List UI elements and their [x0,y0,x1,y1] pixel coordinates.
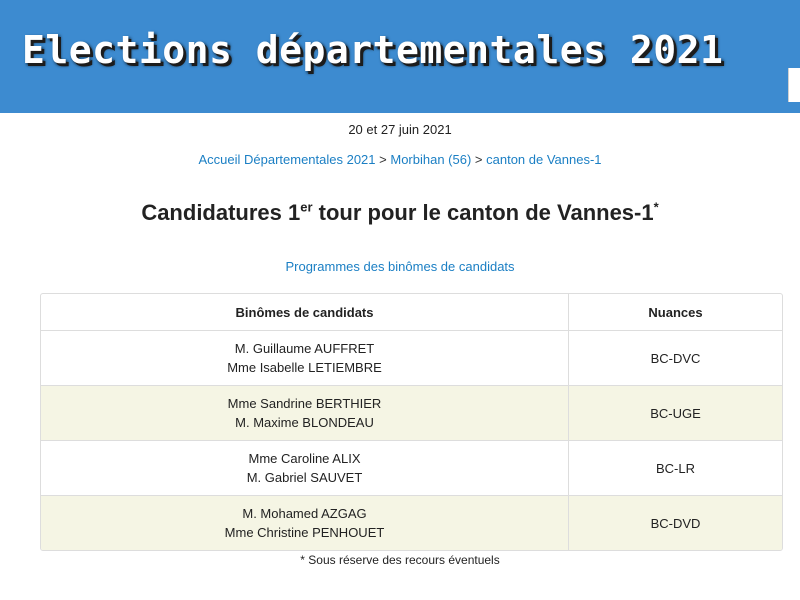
table-header-row [41,294,782,330]
table-row [41,495,782,550]
nuance-cell: BC-DVC [650,350,701,366]
nuance-cell: BC-LR [655,460,695,476]
candidate-name: Mme Isabelle LETIEMBRE [227,360,382,375]
candidate-name: M. Maxime BLONDEAU [235,415,374,430]
footnote: * Sous réserve des recours éventuels [300,553,500,567]
breadcrumb-canton-link[interactable]: canton de Vannes-1 [486,152,602,167]
programmes-link[interactable]: Programmes des binômes de candidats [285,259,515,274]
candidate-name: M. Guillaume AUFFRET [234,341,375,356]
breadcrumb-separator: > [471,152,487,167]
breadcrumb [0,152,800,167]
candidates-cell [41,496,569,550]
candidate-name: Mme Christine PENHOUET [224,525,385,540]
table-row [41,385,782,440]
page-title-ordinal: er [300,199,313,215]
page-title-prefix: Candidatures 1 [141,200,301,225]
table-row [41,330,782,385]
breadcrumb-separator: > [375,152,391,167]
candidate-name: M. Gabriel SAUVET [246,470,363,485]
candidates-cell [41,441,569,495]
column-header-nuances: Nuances [648,304,703,320]
candidates-cell [41,331,569,385]
page-title-asterisk: * [653,199,659,215]
page-title [0,200,800,226]
table-row [41,440,782,495]
breadcrumb-home-link[interactable]: Accueil Départementales 2021 [198,152,376,167]
candidates-table [40,293,783,551]
nuance-cell: BC-DVD [650,515,701,531]
candidates-cell [41,386,569,440]
banner-edge-box [788,68,800,102]
breadcrumb-department-link[interactable]: Morbihan (56) [390,152,472,167]
election-dates: 20 et 27 juin 2021 [348,122,452,137]
nuance-cell: BC-UGE [650,405,701,421]
column-header-candidates: Binômes de candidats [41,294,569,330]
candidate-name: M. Mohamed AZGAG [242,506,367,521]
candidate-name: Mme Sandrine BERTHIER [227,396,382,411]
page-title-suffix: tour pour le canton de Vannes-1 [312,200,654,225]
site-title: Elections départementales 2021 [22,28,724,72]
header-banner [0,0,800,113]
candidate-name: Mme Caroline ALIX [248,451,361,466]
